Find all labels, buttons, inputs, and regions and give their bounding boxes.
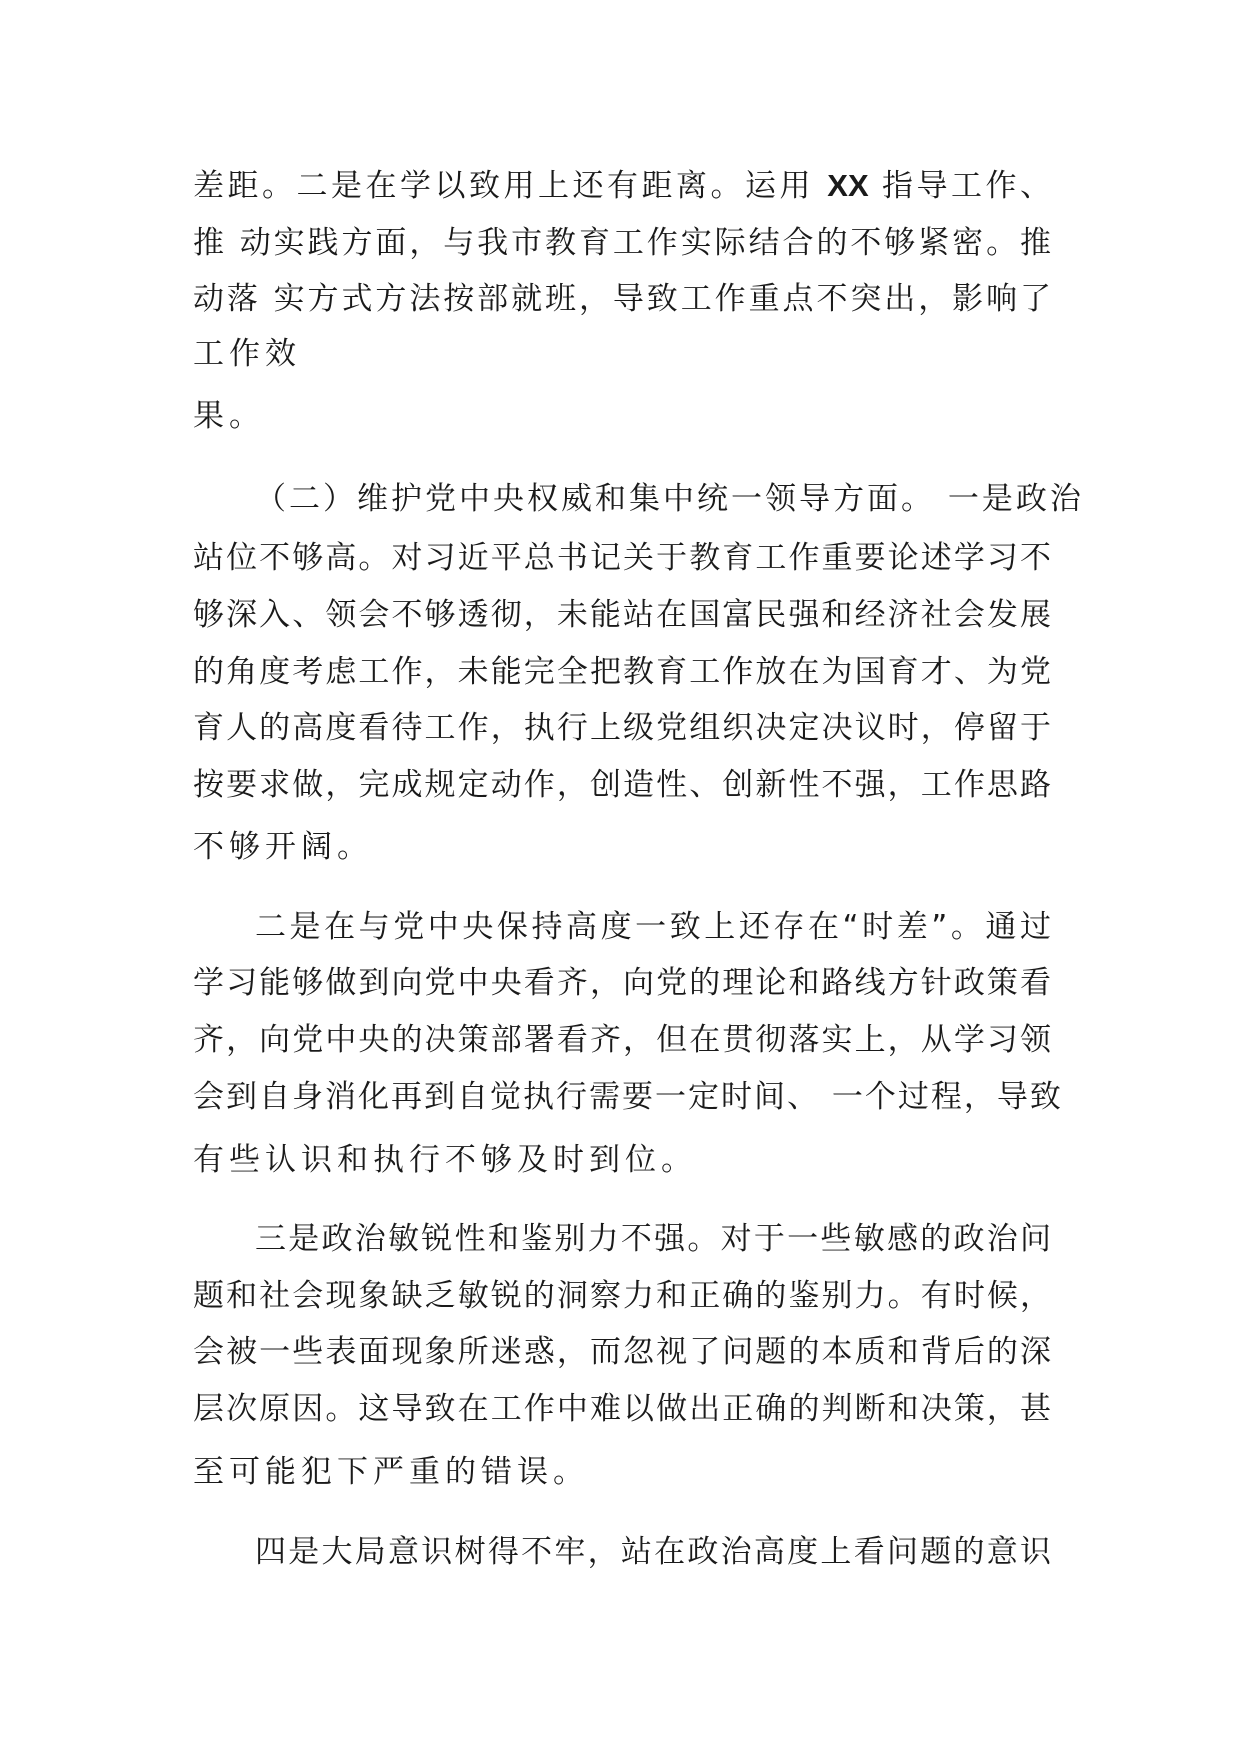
paragraph-start: 三是政治敏锐性和鉴别力不强。对于一些敏感的政治问 bbox=[255, 1221, 1053, 1257]
paragraph-start: 二是在与党中央保持高度一致上还存在“时差”。通过 bbox=[255, 909, 1053, 945]
text-line: 有些认识和执行不够及时到位。 bbox=[193, 1142, 697, 1178]
text-line: 差距。二是在学以致用上还有距离。运用 XX 指导工作、 bbox=[193, 168, 1053, 204]
text-line: 够深入、领会不够透彻，未能站在国富民强和经济社会发展 bbox=[193, 597, 1053, 633]
text-line: 动落 实方式方法按部就班，导致工作重点不突出，影响了 bbox=[193, 281, 1053, 317]
text-line: 站位不够高。对习近平总书记关于教育工作重要论述学习不 bbox=[193, 540, 1053, 576]
text-line: 推 动实践方面，与我市教育工作实际结合的不够紧密。推 bbox=[193, 225, 1053, 261]
text-line: 齐，向党中央的决策部署看齐，但在贯彻落实上，从学习领 bbox=[193, 1022, 1053, 1058]
text-line: 学习能够做到向党中央看齐，向党的理论和路线方针政策看 bbox=[193, 965, 1053, 1001]
text-line: 会被一些表面现象所迷惑，而忽视了问题的本质和背后的深 bbox=[193, 1334, 1053, 1370]
text-line: 育人的高度看待工作，执行上级党组织决定决议时，停留于 bbox=[193, 710, 1053, 746]
text-line: 工作效 bbox=[193, 336, 301, 372]
text-line: 不够开阔。 bbox=[193, 829, 373, 865]
text-line: 果。 bbox=[193, 398, 265, 434]
text-line: 的角度考虑工作，未能完全把教育工作放在为国育才、为党 bbox=[193, 654, 1053, 690]
text-line: 会到自身消化再到自觉执行需要一定时间、 一个过程，导致 bbox=[193, 1079, 1063, 1115]
paragraph-start: 四是大局意识树得不牢，站在政治高度上看问题的意识 bbox=[255, 1534, 1053, 1570]
text-line: 层次原因。这导致在工作中难以做出正确的判断和决策，甚 bbox=[193, 1391, 1053, 1427]
text-line: 题和社会现象缺乏敏锐的洞察力和正确的鉴别力。有时候， bbox=[193, 1278, 1053, 1314]
text-line: 至可能犯下严重的错误。 bbox=[193, 1454, 589, 1490]
section-heading: （二）维护党中央权威和集中统一领导方面。 一是政治 bbox=[255, 481, 1084, 517]
bold-placeholder: XX bbox=[827, 168, 869, 203]
text-line: 按要求做，完成规定动作，创造性、创新性不强，工作思路 bbox=[193, 767, 1053, 803]
